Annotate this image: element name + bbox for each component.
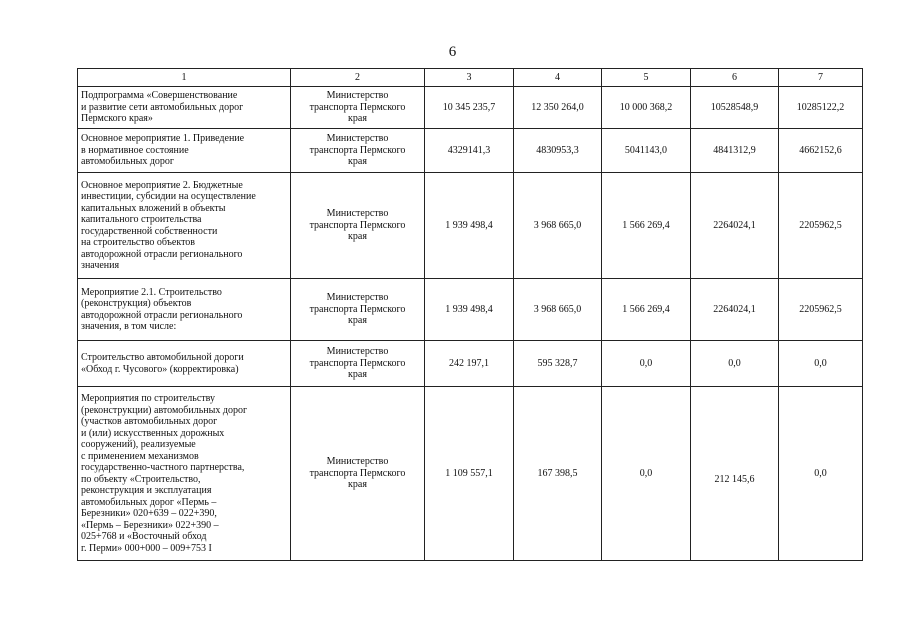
value-cell: 2205962,5	[779, 279, 863, 341]
value-cell: 167 398,5	[514, 387, 602, 561]
value-cell: 10285122,2	[779, 87, 863, 129]
name-line: с применением механизмов	[81, 450, 199, 462]
name-line: по объекту «Строительство,	[81, 473, 201, 485]
name-line: Мероприятия по строительству	[81, 393, 216, 404]
value-cell: 2264024,1	[691, 279, 779, 341]
value-cell: 4830953,3	[514, 129, 602, 173]
name-line: реконструкция и эксплуатация	[81, 485, 212, 496]
executor-line: Министерство	[326, 208, 389, 220]
name-line: инвестиции, субсидии на осуществление	[81, 191, 256, 202]
value-cell: 212 145,6	[691, 387, 779, 561]
name-line: Пермского края»	[81, 113, 153, 125]
name-line: (реконструкции) автомобильных дорог	[81, 404, 248, 416]
value-cell: 3 968 665,0	[514, 173, 602, 279]
table-row	[78, 87, 863, 129]
header-col-6: 6	[691, 69, 779, 87]
executor-cell	[291, 279, 425, 341]
header-col-2: 2	[291, 69, 425, 87]
name-line: государственно-частного партнерства,	[81, 462, 245, 473]
budget-table	[77, 68, 863, 561]
name-line: капитальных вложений в объекты	[81, 202, 226, 214]
executor-cell	[291, 341, 425, 387]
name-line: автодорожной отрасли регионального	[81, 248, 243, 260]
name-line: в нормативное состояние	[81, 144, 189, 156]
name-line: сооружений), реализуемые	[81, 439, 196, 450]
name-line: «Пермь – Березники» 022+390 –	[81, 519, 219, 531]
executor-line: транспорта Пермского	[309, 467, 406, 479]
name-line: значения	[81, 260, 120, 271]
value-cell: 5041143,0	[602, 129, 691, 173]
name-line: г. Перми» 000+000 – 009+753 I	[81, 542, 212, 554]
row-name-cell	[78, 279, 291, 341]
value-cell: 0,0	[691, 341, 779, 387]
name-line: на строительство объектов	[81, 237, 196, 248]
row-name-cell	[78, 173, 291, 279]
executor-line: Министерство	[326, 133, 389, 145]
row-name-cell	[78, 87, 291, 129]
name-line: Березники» 020+639 – 022+390,	[81, 508, 217, 519]
name-line: капитального строительства	[81, 214, 202, 225]
name-line: и (или) искусственных дорожных	[81, 427, 225, 439]
executor-line: края	[348, 113, 367, 125]
value-cell: 0,0	[602, 341, 691, 387]
header-col-5: 5	[602, 69, 691, 87]
value-cell: 1 939 498,4	[425, 279, 514, 341]
name-line: и развитие сети автомобильных дорог	[81, 101, 244, 113]
name-line: автодорожной отрасли регионального	[81, 309, 243, 321]
value-cell: 4329141,3	[425, 129, 514, 173]
name-line: автомобильных дорог	[81, 156, 175, 168]
executor-line: транспорта Пермского	[309, 101, 406, 113]
executor-line: Министерство	[326, 292, 389, 304]
executor-line: транспорта Пермского	[309, 219, 406, 231]
executor-line: транспорта Пермского	[309, 303, 406, 315]
value-cell: 0,0	[602, 387, 691, 561]
name-line: значения, в том числе:	[81, 321, 177, 332]
value-cell: 10 000 368,2	[602, 87, 691, 129]
executor-line: Министерство	[326, 456, 389, 468]
row-name-cell	[78, 129, 291, 173]
name-line: Строительство автомобильной дороги	[81, 352, 244, 363]
executor-line: транспорта Пермского	[309, 144, 406, 156]
row-name-cell	[78, 341, 291, 387]
header-col-1: 1	[78, 69, 291, 87]
header-row	[78, 69, 863, 87]
value-cell: 10528548,9	[691, 87, 779, 129]
page-number: 6	[448, 44, 457, 60]
value-cell: 0,0	[779, 387, 863, 561]
table-row	[78, 173, 863, 279]
name-line: «Обход г. Чусового» (корректировка)	[81, 363, 239, 375]
value-cell: 242 197,1	[425, 341, 514, 387]
name-line: автомобильных дорог «Пермь –	[81, 496, 217, 508]
name-line: (участков автомобильных дорог	[81, 416, 218, 427]
name-line: Основное мероприятие 1. Приведение	[81, 133, 245, 145]
table-row	[78, 387, 863, 561]
executor-line: края	[348, 156, 367, 168]
value-cell: 2205962,5	[779, 173, 863, 279]
executor-line: края	[348, 315, 367, 327]
executor-cell	[291, 387, 425, 561]
header-col-4: 4	[514, 69, 602, 87]
executor-line: Министерство	[326, 346, 389, 358]
value-cell: 3 968 665,0	[514, 279, 602, 341]
name-line: государственной собственности	[81, 225, 218, 237]
value-cell: 0,0	[779, 341, 863, 387]
table-row	[78, 279, 863, 341]
executor-cell	[291, 173, 425, 279]
table-row	[78, 129, 863, 173]
value-cell: 1 566 269,4	[602, 173, 691, 279]
value-cell: 10 345 235,7	[425, 87, 514, 129]
name-line: Подпрограмма «Совершенствование	[81, 90, 238, 102]
value-cell: 1 939 498,4	[425, 173, 514, 279]
executor-line: транспорта Пермского	[309, 357, 406, 369]
name-line: Основное мероприятие 2. Бюджетные	[81, 179, 243, 191]
executor-cell	[291, 129, 425, 173]
value-cell: 12 350 264,0	[514, 87, 602, 129]
executor-cell	[291, 87, 425, 129]
executor-line: края	[348, 369, 367, 381]
value-cell: 2264024,1	[691, 173, 779, 279]
value-cell: 595 328,7	[514, 341, 602, 387]
name-line: Мероприятие 2.1. Строительство	[81, 286, 222, 298]
header-col-7: 7	[779, 69, 863, 87]
header-col-3: 3	[425, 69, 514, 87]
name-line: 025+768 и «Восточный обход	[81, 531, 207, 542]
executor-line: Министерство	[326, 90, 389, 102]
table-row	[78, 341, 863, 387]
value-cell: 4841312,9	[691, 129, 779, 173]
name-line: (реконструкция) объектов	[81, 298, 192, 309]
executor-line: края	[348, 231, 367, 243]
value-cell: 4662152,6	[779, 129, 863, 173]
row-name-cell	[78, 387, 291, 561]
executor-line: края	[348, 479, 367, 491]
value-cell: 1 566 269,4	[602, 279, 691, 341]
value-cell: 1 109 557,1	[425, 387, 514, 561]
